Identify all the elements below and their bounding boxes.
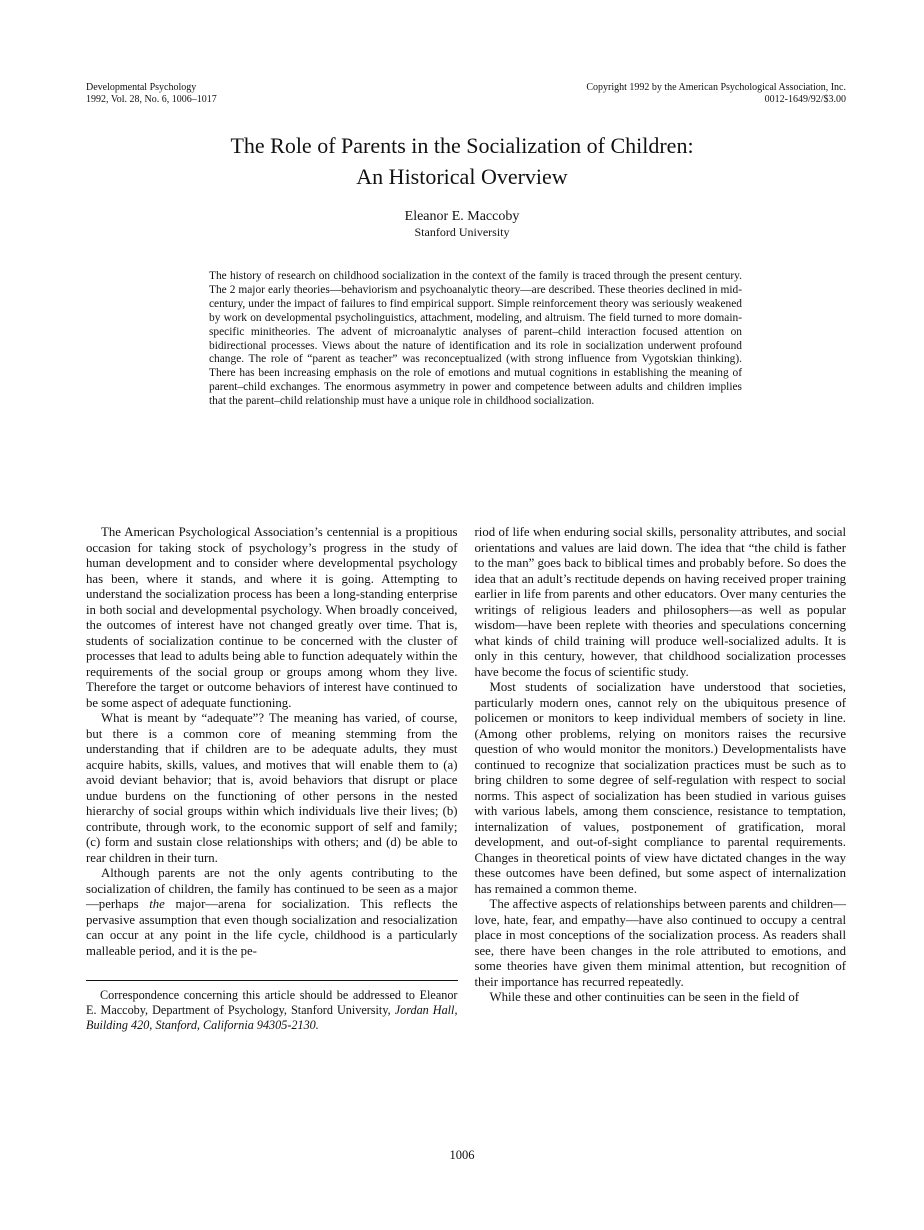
journal-issue: 1992, Vol. 28, No. 6, 1006–1017 — [86, 94, 217, 105]
article-title-line-2: An Historical Overview — [356, 164, 568, 189]
abstract: The history of research on childhood socialization in the context of the family is traced through the present century. The 2 major early theories—behaviorism and psychoanalytic theory—are described. These theories declined in mid-century, under the impact of failures to find empirical support. Simple reinforcement theory was seriously weakened by work on developmental psycholinguistics, attachment, modeling, and altruism. The field turned to more domain-specific minitheories. The advent of microanalytic analyses of parent–child interaction focused attention on bidirectional processes. Views about the nature of identification and its role in socialization underwent profound change. The role of “parent as teacher” was reconceptualized (with strong influence from Vygotskian thinking). There has been increasing emphasis on the role of emotions and mutual cognitions in establishing the meaning of parent–child exchanges. The enormous asymmetry in power and competence between adults and children implies that the parent–child relationship must have a unique role in childhood socialization. — [209, 270, 742, 408]
footnote-text-regular: Correspondence concerning this article should be addressed to Eleanor E. Maccoby, Department of Psychology, Stanford University, — [86, 988, 458, 1017]
paragraph-text: major—arena for socialization. This reflects the pervasive assumption that even though socialization and resocialization can occur at any point in the life cycle, childhood is a particularly malleable period, and it is the pe- — [86, 897, 458, 958]
article-body — [86, 525, 846, 1033]
journal-info — [86, 82, 217, 106]
paragraph: While these and other continuities can be seen in the field of — [489, 990, 800, 1004]
copyright-line: Copyright 1992 by the American Psychological Association, Inc. — [586, 82, 846, 93]
author-name: Eleanor E. Maccoby — [404, 209, 520, 224]
paragraph: riod of life when enduring social skills, personality attributes, and social orientations and values are laid down. The idea that “the child is father to the man” goes back to biblical times and probably before. So does the idea that an adult’s rectitude depends on having received proper training earlier in life from parents and other educators. Over many centuries the writings of religious leaders and philosophers—as well as popular wisdom—have been replete with theories and speculations concerning what kinds of child training will produce well-socialized adults. It is only in this century, however, that childhood socialization processes have become the focus of scientific study. — [474, 525, 846, 679]
page-number: 1006 — [449, 1148, 475, 1162]
issn-price-line: 0012-1649/92/$3.00 — [764, 94, 846, 105]
correspondence-footnote — [86, 980, 458, 1033]
author-affiliation: Stanford University — [414, 225, 510, 239]
journal-name: Developmental Psychology — [86, 82, 197, 93]
paragraph: Most students of socialization have understood that societies, particularly modern ones, cannot rely on the ubiquitous presence of policemen or monitors to keep individual members of society in line. (Among other problems, relying on monitors raises the recursive question of who would monitor the monitors.) Developmentalists have continued to recognize that socialization practices must be such as to bring children to some degree of self-regulation with respect to social norms. This aspect of socialization has been studied in various guises with various labels, among them conscience, resistance to temptation, internalization of values, postponement of gratification, moral development, and out-of-sight compliance to parental requirements. Changes in theoretical points of view have dictated changes in the way these outcomes have been defined, but some aspect of internalization has remained a common theme. — [474, 680, 846, 896]
paragraph: What is meant by “adequate”? The meaning has varied, of course, but there is a common core of meaning stemming from the understanding that if children are to be adequate adults, they must acquire habits, skills, values, and motives that will enable them to (a) avoid deviant behavior; that is, avoid behaviors that disrupt or place undue burdens on the functioning of other persons in the nested hierarchy of social groups within which individuals live their lives; (b) contribute, through work, to the economic support of self and family; (c) form and sustain close relationships with others; and (d) be able to rear children in their turn. — [86, 711, 458, 865]
article-title-line-1: The Role of Parents in the Socialization of Children: — [230, 133, 694, 158]
paragraph-text-italic: the — [149, 897, 165, 911]
paragraph-text: Although parents are not the only agents contributing to the socialization of children, the family has continued to be seen as a major—perhaps — [86, 866, 458, 911]
journal-header — [86, 82, 846, 106]
author-block — [0, 208, 924, 240]
footnote-address-italic: Jordan Hall, Building 420, Stanford, California 94305-2130. — [86, 1003, 458, 1032]
body-left-column — [86, 525, 458, 1033]
body-right-column — [475, 525, 847, 1033]
paragraph: The affective aspects of relationships between parents and children—love, hate, fear, and empathy—have also continued to occupy a central place in most conceptions of the socialization process. As readers shall see, there have been changes in the role attributed to emotions, and some theories have given them minimal attention, but recognition of their importance has recurred repeatedly. — [474, 897, 846, 989]
paragraph — [86, 866, 458, 959]
paragraph: The American Psychological Association’s centennial is a propitious occasion for taking stock of psychology’s progress in the study of human development and to consider where developmental psychology has been, where it stands, and where it is going. Attempting to understand the socialization process has been a long-standing enterprise in both social and developmental psychology. When broadly conceived, the outcomes of interest have not changed greatly over time. That is, students of socialization continue to be concerned with the cluster of processes that lead to adults being able to function adequately within the requirements of the social group or groups among whom they live. Therefore the target or outcome behaviors of interest have continued to be some aspect of adequate functioning. — [86, 525, 458, 710]
article-title — [0, 130, 924, 192]
footnote-text — [86, 988, 458, 1033]
copyright-info — [586, 82, 846, 106]
